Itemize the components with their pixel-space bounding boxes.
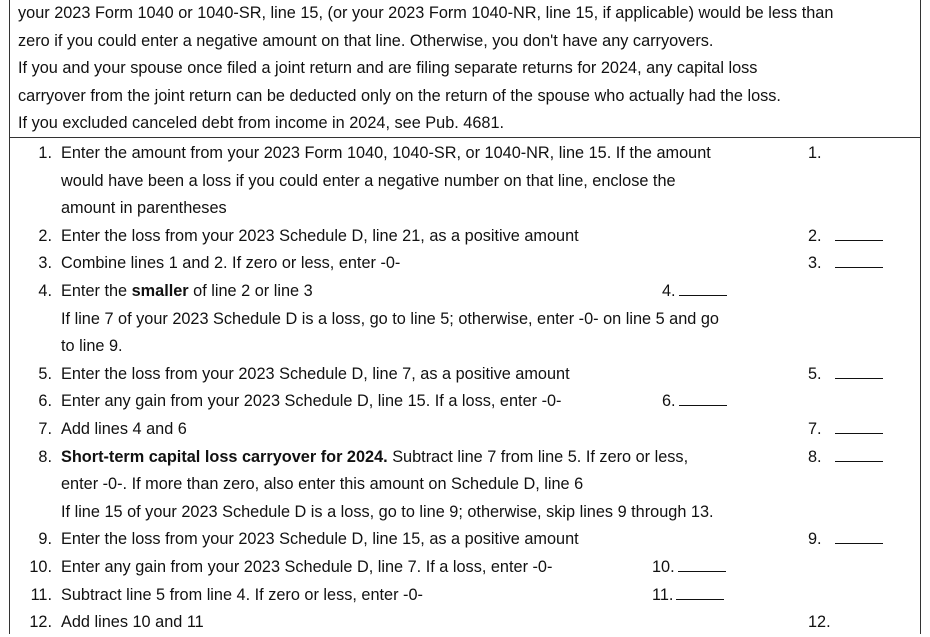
line-11-entry bbox=[652, 582, 724, 610]
line-number: 6. bbox=[38, 392, 52, 411]
line-9-entry bbox=[808, 526, 883, 554]
amount-field[interactable] bbox=[835, 362, 883, 379]
line-7-entry bbox=[808, 416, 883, 444]
line-text-part: of line 2 or line 3 bbox=[188, 282, 313, 300]
entry-label: 1. bbox=[808, 144, 822, 162]
instruction-line: zero if you could enter a negative amount on that line. Otherwise, you don't have any carryovers. bbox=[18, 31, 714, 50]
instruction-note: If line 15 of your 2023 Schedule D is a loss, go to line 9; otherwise, skip lines 9 through 13. bbox=[61, 502, 714, 521]
entry-label: 6. bbox=[662, 392, 676, 411]
entry-label: 3. bbox=[808, 254, 822, 273]
line-8-entry bbox=[808, 444, 883, 472]
worksheet-instructions bbox=[18, 0, 918, 138]
instruction-line: If you and your spouse once filed a joint return and are filing separate returns for 2024, any capital loss bbox=[18, 59, 758, 78]
line-text-bold: smaller bbox=[131, 282, 189, 300]
line-number: 12. bbox=[29, 613, 52, 632]
line-10-entry bbox=[652, 554, 726, 582]
line-text: Enter any gain from your 2023 Schedule D, line 15. If a loss, enter -0- bbox=[61, 392, 562, 411]
line-text: Combine lines 1 and 2. If zero or less, enter -0- bbox=[61, 254, 401, 273]
instruction-line: If you excluded canceled debt from income in 2024, see Pub. 4681. bbox=[18, 114, 505, 133]
amount-field[interactable] bbox=[676, 583, 724, 600]
amount-field[interactable] bbox=[679, 389, 727, 406]
line-text: Enter the amount from your 2023 Form 1040, 1040-SR, or 1040-NR, line 15. If the amount bbox=[61, 144, 711, 162]
line-4-entry bbox=[662, 278, 727, 306]
entry-label: 11. bbox=[652, 585, 674, 604]
entry-label: 5. bbox=[808, 364, 822, 383]
amount-field[interactable] bbox=[835, 224, 883, 241]
amount-field[interactable] bbox=[835, 251, 883, 268]
instruction-line: carryover from the joint return can be deducted only on the return of the spouse who actually had the loss. bbox=[18, 86, 781, 105]
line-text: Enter the loss from your 2023 Schedule D, line 21, as a positive amount bbox=[61, 226, 579, 245]
line-text: Add lines 10 and 11 bbox=[61, 613, 204, 632]
line-6-entry bbox=[662, 388, 727, 416]
entry-label: 12. bbox=[808, 613, 831, 632]
entry-label: 2. bbox=[808, 226, 822, 245]
line-12-entry bbox=[808, 609, 832, 637]
amount-field[interactable] bbox=[835, 445, 883, 462]
line-number: 1. bbox=[38, 144, 52, 162]
line-text-bold: Short-term capital loss carryover for 2024. bbox=[61, 447, 388, 466]
line-text: Add lines 4 and 6 bbox=[61, 420, 187, 438]
line-text: Enter any gain from your 2023 Schedule D, line 7. If a loss, enter -0- bbox=[61, 558, 553, 576]
line-text: Enter the loss from your 2023 Schedule D, line 7, as a positive amount bbox=[61, 364, 570, 383]
line-1-continuation: would have been a loss if you could enter a negative number on that line, enclose the bbox=[61, 171, 676, 190]
line-text: Enter the loss from your 2023 Schedule D, line 15, as a positive amount bbox=[61, 530, 579, 549]
line-8-continuation: enter -0-. If more than zero, also enter this amount on Schedule D, line 6 bbox=[61, 475, 584, 494]
line-number: 10. bbox=[29, 558, 52, 576]
line-1-entry bbox=[808, 140, 832, 168]
line-number: 3. bbox=[38, 254, 52, 273]
entry-label: 9. bbox=[808, 530, 822, 549]
line-text bbox=[61, 444, 688, 472]
line-3-entry bbox=[808, 250, 883, 278]
instruction-note: to line 9. bbox=[61, 337, 123, 356]
entry-label: 4. bbox=[662, 282, 676, 300]
line-number: 9. bbox=[38, 530, 52, 549]
line-text: Subtract line 5 from line 4. If zero or less, enter -0- bbox=[61, 585, 423, 604]
amount-field[interactable] bbox=[679, 279, 727, 296]
line-number: 5. bbox=[38, 364, 52, 383]
line-text-part: Subtract line 7 from line 5. If zero or less, bbox=[387, 447, 689, 466]
amount-field[interactable] bbox=[835, 417, 883, 434]
instruction-note: If line 7 of your 2023 Schedule D is a loss, go to line 5; otherwise, enter -0- on line 5 and go bbox=[61, 309, 719, 328]
line-1-continuation: amount in parentheses bbox=[61, 199, 227, 218]
instruction-line: your 2023 Form 1040 or 1040-SR, line 15, (or your 2023 Form 1040-NR, line 15, if applicable) would be less than bbox=[18, 4, 834, 22]
line-text bbox=[61, 278, 313, 306]
line-text-part: Enter the bbox=[61, 282, 132, 300]
entry-label: 10. bbox=[652, 558, 675, 576]
line-number: 7. bbox=[38, 420, 52, 438]
line-5-entry bbox=[808, 361, 883, 389]
amount-field[interactable] bbox=[678, 555, 726, 572]
line-number: 2. bbox=[38, 226, 52, 245]
line-number: 11. bbox=[30, 585, 52, 604]
amount-field[interactable] bbox=[835, 527, 883, 544]
line-number: 4. bbox=[38, 282, 52, 300]
line-2-entry bbox=[808, 223, 883, 251]
line-number: 8. bbox=[38, 447, 52, 466]
entry-label: 7. bbox=[808, 420, 822, 438]
entry-label: 8. bbox=[808, 447, 822, 466]
section-divider bbox=[9, 137, 921, 138]
